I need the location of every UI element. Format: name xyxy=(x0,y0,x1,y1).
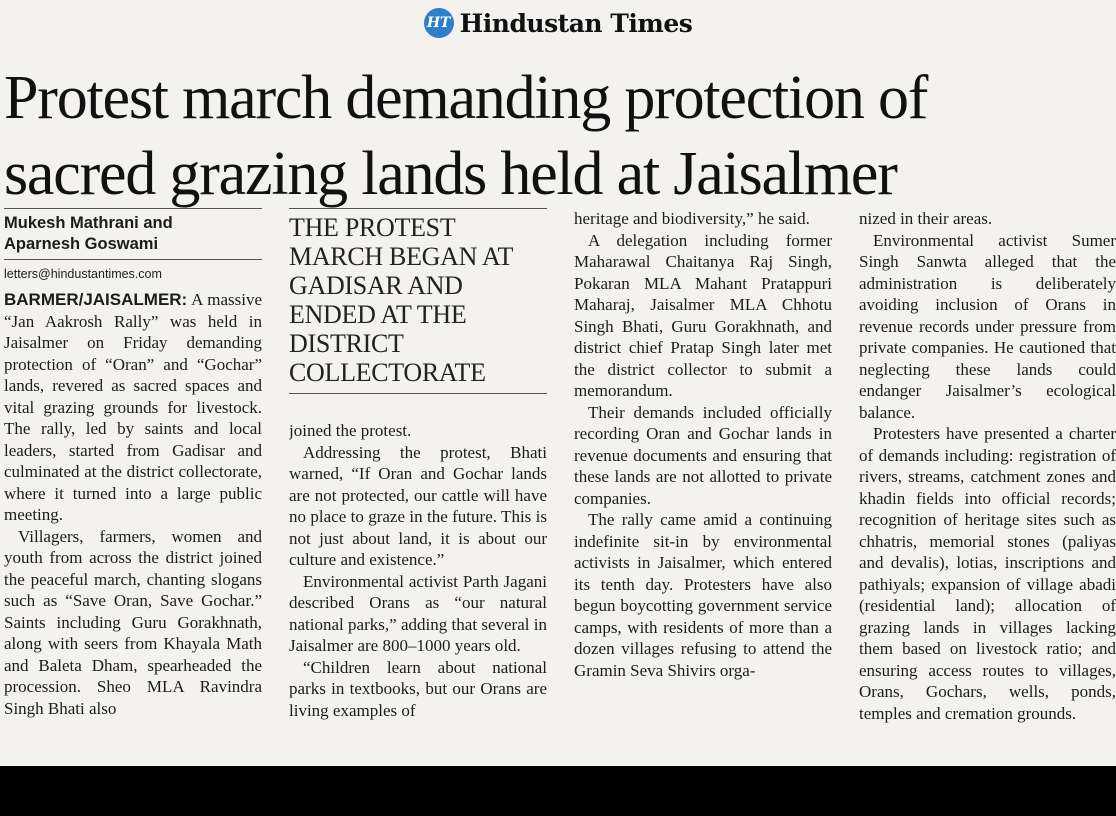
paragraph: Villagers, farmers, women and youth from across the district joined the peaceful march, chanting slogans such as “Save Oran, Save Gochar.” Saints including Guru Gorakhnath, along with seers from Khayala Math and Baleta Dham, spearheaded the procession. Sheo MLA Ravindra Singh Bhati also xyxy=(4,526,262,718)
byline-authors-1: Mukesh Mathrani and xyxy=(4,214,173,232)
masthead xyxy=(0,4,1116,42)
byline-email: letters@hindustantimes.com xyxy=(4,267,162,281)
paragraph: heritage and biodiversity,” he said. xyxy=(574,209,810,228)
paragraph-text: A massive “Jan Aakrosh Rally” was held in Jaisalmer on Friday demanding protection of “Oran” and “Gochar” lands, revered as sacred spaces and vital grazing grounds for livestock. The rally, led by saints and local leaders, started from Gadisar and culminated at the district collectorate, where it turned into a large public meeting. xyxy=(4,290,262,524)
article-column-1 xyxy=(4,208,262,766)
dateline: BARMER/JAISALMER: xyxy=(4,290,188,309)
pull-quote: THE PROTEST MARCH BEGAN AT GADISAR AND ENDED AT THE DISTRICT COLLECTORATE xyxy=(289,209,547,394)
byline xyxy=(4,208,262,260)
article-column-2 xyxy=(289,208,547,766)
paragraph: The rally came amid a continuing indefinite sit-in by environmental activists in Jaisalmer, which entered its tenth day. Protesters have also begun boycotting government service camps, with residents of more than a dozen villages refusing to attend the Gramin Seva Shivirs orga- xyxy=(574,510,832,680)
headline-line-1: Protest march demanding protection of xyxy=(4,64,928,132)
article-column-3 xyxy=(574,208,832,766)
paragraph: joined the protest. xyxy=(289,421,412,440)
byline-authors-2: Aparnesh Goswami xyxy=(4,235,159,253)
paragraph: Their demands included officially recording Oran and Gochar lands in revenue documents and ensuring that these lands are not allotted to private companies. xyxy=(574,402,832,508)
paragraph xyxy=(4,289,262,526)
paragraph: Protesters have presented a charter of demands including: registration of rivers, streams, catchment zones and khadin fields into official records; recognition of heritage sites such as chhatris, memorial stones (paliyas and devalis), lotias, inscriptions and pathiyals; expansion of village abadi (residential land); allocation of grazing lands in villages lacking them based on livestock ratio; and ensuring access routes to villages, Orans, Gochars, wells, ponds, temples and cremation grounds. xyxy=(859,424,1116,723)
paragraph: Addressing the protest, Bhati warned, “If Oran and Gochar lands are not protected, our cattle will have no place to graze in the future. This is not just about land, it is about our culture and existence.” xyxy=(289,442,547,569)
paragraph: “Children learn about national parks in textbooks, but our Orans are living examples of xyxy=(289,657,547,720)
paragraph: Environmental activist Parth Jagani described Orans as “our natural national parks,” adding that several in Jaisalmer are 800–1000 years old. xyxy=(289,571,547,655)
article-column-4 xyxy=(859,208,1116,766)
paragraph: nized in their areas. xyxy=(859,209,993,228)
paragraph: Environmental activist Sumer Singh Sanwta alleged that the administration is deliberately avoiding inclusion of Orans in revenue records under pressure from private companies. He cautioned that neglecting these lands could endanger Jaisalmer’s ecological balance. xyxy=(859,230,1116,422)
masthead-title: Hindustan Times xyxy=(459,8,693,38)
paragraph: A delegation including former Maharawal Chaitanya Raj Singh, Pokaran MLA Mahant Pratappuri Maharaj, Jaisalmer MLA Chhotu Singh Bhati, Guru Gorakhnath, and district chief Pratap Singh later met the district collector to submit a memorandum. xyxy=(574,230,832,400)
ht-logo-icon: HT xyxy=(424,8,454,38)
headline xyxy=(4,60,1116,212)
headline-line-2: sacred grazing lands held at Jaisalmer xyxy=(4,140,897,208)
